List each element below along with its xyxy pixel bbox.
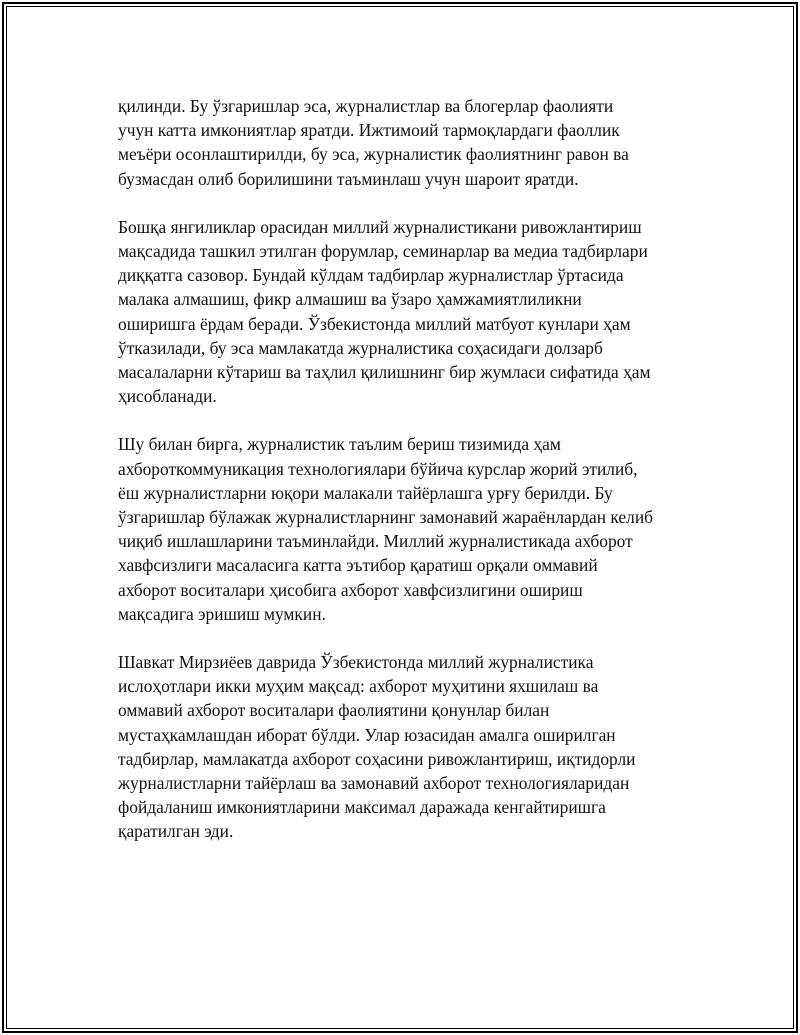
text-line: Шавкат Мирзиёев даврида Ўзбекистонда миллий журналистика (118, 652, 594, 673)
text-line: бузмасдан олиб борилишини таъминлаш учун шароит яратди. (118, 168, 579, 189)
text-line: Бошқа янгиликлар орасидан миллий журналистикани ривожлантириш (118, 216, 642, 237)
paragraph-2 (118, 215, 698, 409)
text-line: журналистларни тайёрлаш ва замонавий ахборот технологияларидан (118, 773, 630, 794)
paragraph-4 (118, 650, 698, 844)
text-line: қаратилган эди. (118, 821, 234, 842)
text-line: мақсадида ташкил этилган форумлар, семинарлар ва медиа тадбирлари (118, 241, 648, 262)
text-line: ҳисобланади. (118, 386, 217, 407)
page-border (2, 2, 798, 1033)
text-line: ўзгаришлар бўлажак журналистларнинг замонавий жараёнлардан келиб (118, 507, 653, 528)
paragraph-1 (118, 94, 698, 191)
text-line: малака алмашиш, фикр алмашиш ва ўзаро ҳамжамиятлиликни (118, 289, 582, 310)
text-line: қилинди. Бу ўзгаришлар эса, журналистлар ва блогерлар фаолияти (118, 96, 614, 116)
text-line: мустаҳкамлашдан иборат бўлди. Улар юзасидан амалга оширилган (118, 724, 616, 745)
text-line: ёш журналистларни юқори малакали тайёрлашга урғу берилди. Бу (118, 482, 613, 503)
text-line: мақсадига эришиш мумкин. (118, 603, 326, 624)
text-line: масалаларни кўтариш ва таҳлил қилишнинг бир жумласи сифатида ҳам (118, 362, 651, 383)
text-line: диққатга сазовор. Бундай кўлдам тадбирлар журналистлар ўртасида (118, 265, 624, 286)
text-line: чиқиб ишлашларини таъминлайди. Миллий журналистикада ахборот (118, 531, 633, 552)
text-line: фойдаланиш имкониятларини максимал даражада кенгайтиришга (118, 797, 606, 818)
document-body (118, 94, 698, 868)
text-line: ўтказилади, бу эса мамлакатда журналистика соҳасидаги долзарб (118, 337, 603, 358)
text-line: хавфсизлиги масаласига катта эътибор қаратиш орқали оммавий (118, 555, 598, 576)
text-line: меъёри осонлаштирилди, бу эса, журналистик фаолиятнинг равон ва (118, 144, 629, 165)
text-line: учун катта имкониятлар яратди. Ижтимоий тармоқлардаги фаоллик (118, 120, 620, 141)
text-line: Шу билан бирга, журналистик таълим бериш тизимида ҳам (118, 434, 561, 455)
text-line: ахбороткоммуникация технологиялари бўйича курслар жорий этилиб, (118, 458, 638, 479)
text-line: ислоҳотлари икки муҳим мақсад: ахборот муҳитини яхшилаш ва (118, 676, 599, 697)
text-line: оширишга ёрдам беради. Ўзбекистонда миллий матбуот кунлари ҳам (118, 313, 631, 334)
text-line: тадбирлар, мамлакатда ахборот соҳасини ривожлантириш, иқтидорли (118, 748, 636, 769)
text-line: оммавий ахборот воситалари фаолиятини қонунлар билан (118, 700, 550, 721)
paragraph-3 (118, 432, 698, 626)
text-line: ахборот воситалари ҳисобига ахборот хавфсизлигини ошириш (118, 579, 583, 600)
